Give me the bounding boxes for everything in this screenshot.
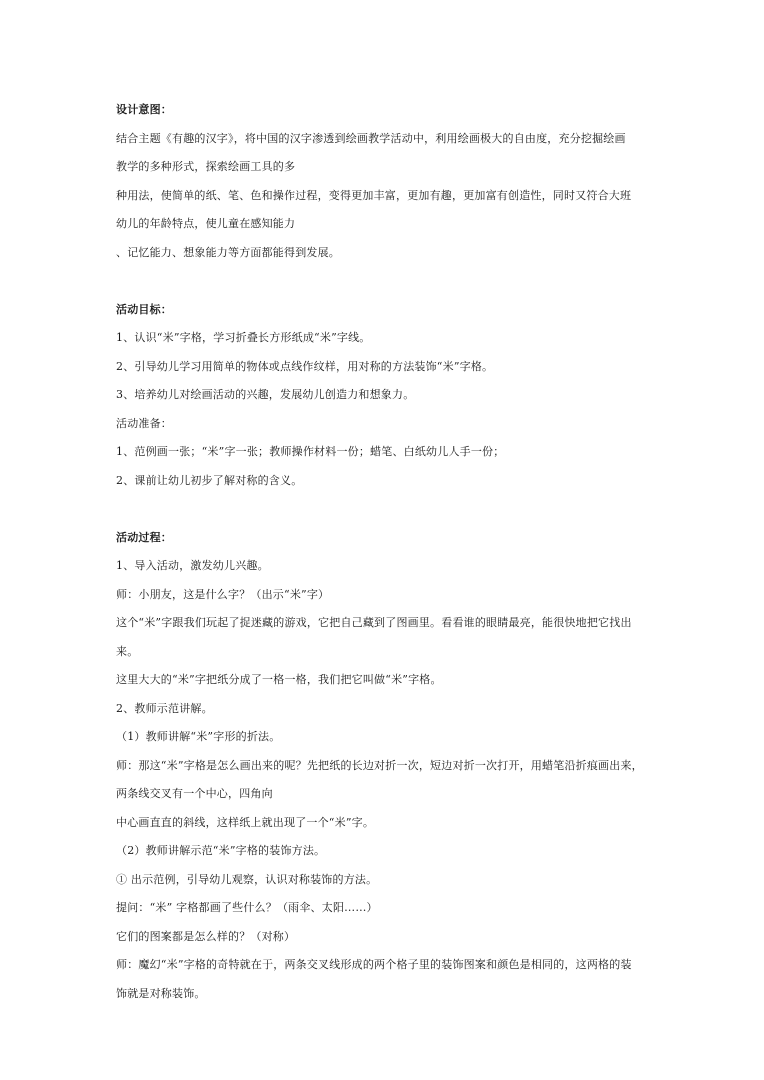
- paragraph-line: 师：那这“米”字格是怎么画出来的呢？先把纸的长边对折一次，短边对折一次打开，用蜡笔沿折痕画出来，: [116, 758, 643, 772]
- blank-line: [116, 495, 656, 524]
- paragraph-line: 1、范例画一张；“米”字一张；教师操作材料一份；蜡笔、白纸幼儿人手一份；: [116, 445, 505, 458]
- paragraph-line: 3、培养幼儿对绘画活动的兴趣，发展幼儿创造力和想象力。: [116, 388, 415, 401]
- paragraph-line: 、记忆能力、想象能力等方面都能得到发展。: [116, 245, 340, 259]
- paragraph-line: 这个“米”字跟我们玩起了捉迷藏的游戏，它把自己藏到了图画里。看看谁的眼睛最亮，能很快地把它找出: [116, 616, 632, 629]
- paragraph-line: 1、导入活动，激发幼儿兴趣。: [116, 559, 269, 572]
- document-page: [116, 96, 656, 1008]
- section-heading-design-intent: 设计意图：: [116, 103, 172, 116]
- paragraph-line: （1）教师讲解“米”字形的折法。: [116, 730, 281, 743]
- paragraph-line: 来。: [116, 644, 139, 658]
- paragraph-line: 师：小朋友，这是什么字？（出示“米”字）: [116, 587, 330, 601]
- paragraph-line: ① 出示范例，引导幼儿观察，认识对称装饰的方法。: [116, 872, 378, 886]
- paragraph-line: 它们的图案都是怎么样的？（对称）: [116, 929, 296, 943]
- paragraph-line: （2）教师讲解示范“米”字格的装饰方法。: [116, 844, 326, 857]
- paragraph-line: 幼儿的年龄特点，使儿童在感知能力: [116, 217, 296, 230]
- paragraph-line: 种用法，使简单的纸、笔、色和操作过程，变得更加丰富，更加有趣，更加富有创造性，同时又符合大班: [116, 188, 632, 202]
- blank-line: [116, 267, 656, 296]
- section-heading-process: 活动过程：: [116, 530, 172, 544]
- paragraph-line: 中心画直直的斜线，这样纸上就出现了一个“米”字。: [116, 815, 375, 829]
- section-heading-goals: 活动目标：: [116, 302, 172, 316]
- paragraph-line: 2、教师示范讲解。: [116, 701, 213, 715]
- paragraph-line: 提问：“米” 字格都画了些什么？（雨伞、太阳……）: [116, 901, 378, 914]
- paragraph-line: 饰就是对称装饰。: [116, 986, 206, 1000]
- paragraph-line: 教学的多种形式，探索绘画工具的多: [116, 160, 296, 173]
- paragraph-line: 1、认识“米”字格，学习折叠长方形纸成“米”字线。: [116, 331, 371, 344]
- paragraph-line: 师：魔幻“米”字格的奇特就在于，两条交叉线形成的两个格子里的装饰图案和颜色是相同的，这两格的装: [116, 958, 632, 971]
- paragraph-line: 这里大大的“米”字把纸分成了一格一格，我们把它叫做“米”字格。: [116, 673, 442, 686]
- paragraph-line: 两条线交叉有一个中心，四角向: [116, 787, 273, 800]
- paragraph-line: 活动准备：: [116, 416, 172, 430]
- paragraph-line: 结合主题《有趣的汉字》，将中国的汉字渗透到绘画教学活动中，利用绘画极大的自由度，充分挖掘绘画: [116, 131, 626, 145]
- paragraph-line: 2、引导幼儿学习用简单的物体或点线作纹样，用对称的方法装饰“米”字格。: [116, 359, 494, 373]
- paragraph-line: 2、课前让幼儿初步了解对称的含义。: [116, 473, 303, 487]
